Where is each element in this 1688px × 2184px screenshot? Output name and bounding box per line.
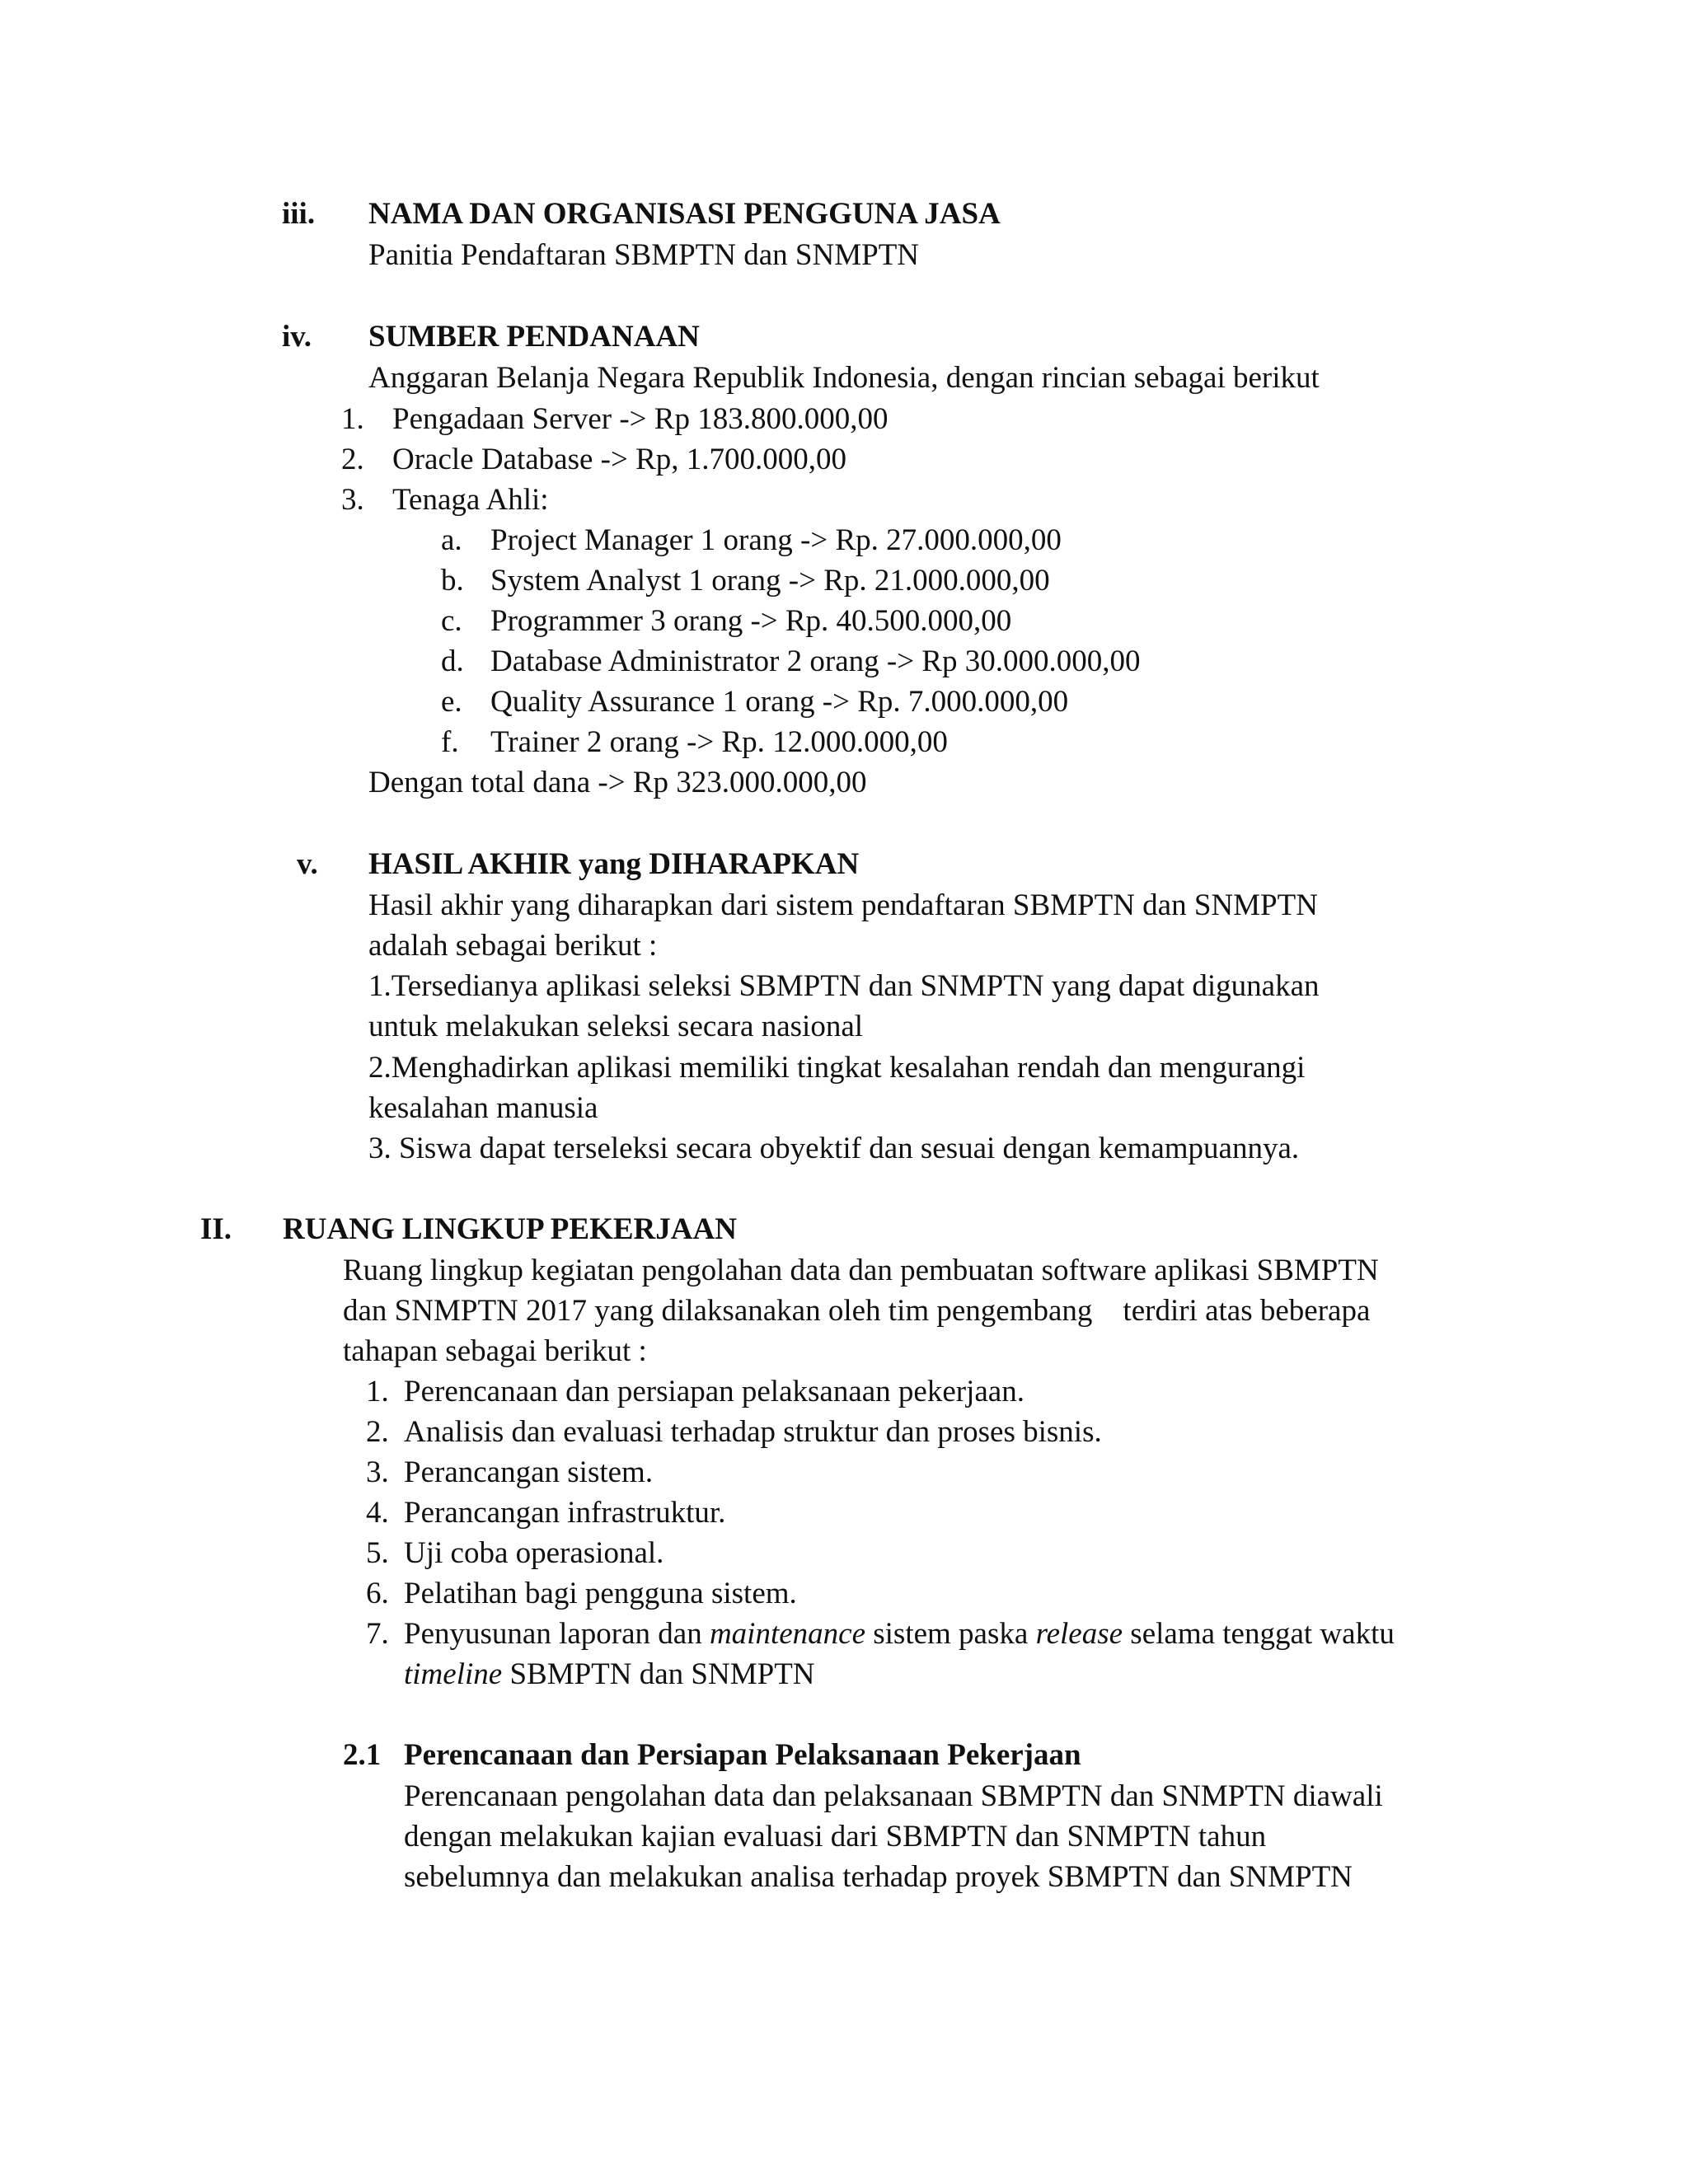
- funding-item-text: Pengadaan Server -> Rp 183.800.000,00: [392, 402, 889, 436]
- scope-item-text: Pelatihan bagi pengguna sistem.: [404, 1577, 797, 1610]
- section-v-numeral: v.: [297, 847, 318, 881]
- scope-item-num: 3.: [366, 1455, 389, 1489]
- funding-item-text: Oracle Database -> Rp, 1.700.000,00: [392, 443, 847, 476]
- section-II-intro-line: tahapan sebagai berikut :: [343, 1334, 647, 1368]
- funding-item-text: Tenaga Ahli:: [392, 483, 549, 517]
- expert-item-letter: d.: [441, 644, 464, 678]
- expert-item-letter: c.: [441, 604, 462, 638]
- section-v-heading: HASIL AKHIR yang DIHARAPKAN: [368, 847, 860, 881]
- scope-item-7-text: sistem paska: [865, 1617, 1036, 1651]
- section-v-line: untuk melakukan seleksi secara nasional: [368, 1010, 864, 1043]
- expert-item-letter: e.: [441, 685, 462, 719]
- section-II-intro-line: dan SNMPTN 2017 yang dilaksanakan oleh tim pengembang terdiri atas beberapa: [343, 1294, 1371, 1328]
- scope-item-num: 1.: [366, 1375, 389, 1408]
- expert-item-text: Project Manager 1 orang -> Rp. 27.000.000,00: [490, 523, 1062, 557]
- section-v-line: 2.Menghadirkan aplikasi memiliki tingkat kesalahan rendah dan mengurangi: [368, 1051, 1306, 1085]
- scope-item-7-line-2: [404, 1657, 815, 1693]
- scope-item-text: Uji coba operasional.: [404, 1536, 664, 1570]
- section-II-numeral: II.: [200, 1212, 232, 1246]
- scope-item-num: 5.: [366, 1536, 389, 1570]
- scope-item-num: 2.: [366, 1415, 389, 1449]
- scope-item-7-italic: release: [1035, 1617, 1123, 1651]
- scope-item-7-line-1: [404, 1616, 1395, 1652]
- section-iv-numeral: iv.: [282, 320, 312, 354]
- section-v-line: 1.Tersedianya aplikasi seleksi SBMPTN dan SNMPTN yang dapat digunakan: [368, 969, 1320, 1003]
- expert-item-letter: b.: [441, 564, 464, 598]
- section-iv-intro: Anggaran Belanja Negara Republik Indonesia, dengan rincian sebagai berikut: [368, 361, 1320, 395]
- scope-item-7-text: selama tenggat waktu: [1123, 1617, 1395, 1651]
- scope-item-7-text: Penyusunan laporan dan: [404, 1617, 710, 1651]
- section-v-line: kesalahan manusia: [368, 1091, 598, 1125]
- section-v-line: 3. Siswa dapat terseleksi secara obyektif dan sesuai dengan kemampuannya.: [368, 1132, 1300, 1165]
- scope-item-num: 6.: [366, 1577, 389, 1610]
- subsection-2-1-line: sebelumnya dan melakukan analisa terhadap proyek SBMPTN dan SNMPTN: [404, 1860, 1353, 1894]
- expert-item-letter: a.: [441, 523, 462, 557]
- section-II-intro-line: Ruang lingkup kegiatan pengolahan data dan pembuatan software aplikasi SBMPTN: [343, 1254, 1379, 1287]
- funding-total: Dengan total dana -> Rp 323.000.000,00: [368, 766, 867, 799]
- scope-item-7-italic: maintenance: [709, 1617, 865, 1651]
- expert-item-text: Quality Assurance 1 orang -> Rp. 7.000.000,00: [490, 685, 1069, 719]
- scope-item-num: 4.: [366, 1496, 389, 1530]
- section-iii-numeral: iii.: [282, 197, 316, 231]
- expert-item-letter: f.: [441, 725, 459, 759]
- subsection-2-1-line: Perencanaan pengolahan data dan pelaksanaan SBMPTN dan SNMPTN diawali: [404, 1779, 1383, 1813]
- scope-item-text: Perancangan infrastruktur.: [404, 1496, 726, 1530]
- section-v-line: Hasil akhir yang diharapkan dari sistem pendaftaran SBMPTN dan SNMPTN: [368, 888, 1318, 922]
- scope-item-7-italic: timeline: [404, 1657, 503, 1691]
- scope-item-7-text: SBMPTN dan SNMPTN: [502, 1657, 815, 1691]
- section-iii-heading: NAMA DAN ORGANISASI PENGGUNA JASA: [368, 197, 1001, 231]
- subsection-2-1-heading: Perencanaan dan Persiapan Pelaksanaan Pekerjaan: [404, 1738, 1081, 1772]
- funding-item-num: 1.: [341, 402, 364, 436]
- subsection-2-1-number: 2.1: [343, 1738, 382, 1772]
- expert-item-text: Trainer 2 orang -> Rp. 12.000.000,00: [490, 725, 948, 759]
- section-iii-body: Panitia Pendaftaran SBMPTN dan SNMPTN: [368, 238, 920, 272]
- scope-item-num: 7.: [366, 1617, 389, 1651]
- section-II-heading: RUANG LINGKUP PEKERJAAN: [283, 1212, 737, 1246]
- funding-item-num: 3.: [341, 483, 364, 517]
- section-v-line: adalah sebagai berikut :: [368, 929, 658, 963]
- subsection-2-1-line: dengan melakukan kajian evaluasi dari SBMPTN dan SNMPTN tahun: [404, 1820, 1267, 1854]
- scope-item-text: Analisis dan evaluasi terhadap struktur dan proses bisnis.: [404, 1415, 1102, 1449]
- scope-item-text: Perancangan sistem.: [404, 1455, 654, 1489]
- section-iv-heading: SUMBER PENDANAAN: [368, 320, 700, 354]
- expert-item-text: System Analyst 1 orang -> Rp. 21.000.000,00: [490, 564, 1050, 598]
- expert-item-text: Database Administrator 2 orang -> Rp 30.000.000,00: [490, 644, 1141, 678]
- funding-item-num: 2.: [341, 443, 364, 476]
- expert-item-text: Programmer 3 orang -> Rp. 40.500.000,00: [490, 604, 1012, 638]
- scope-item-text: Perencanaan dan persiapan pelaksanaan pekerjaan.: [404, 1375, 1025, 1408]
